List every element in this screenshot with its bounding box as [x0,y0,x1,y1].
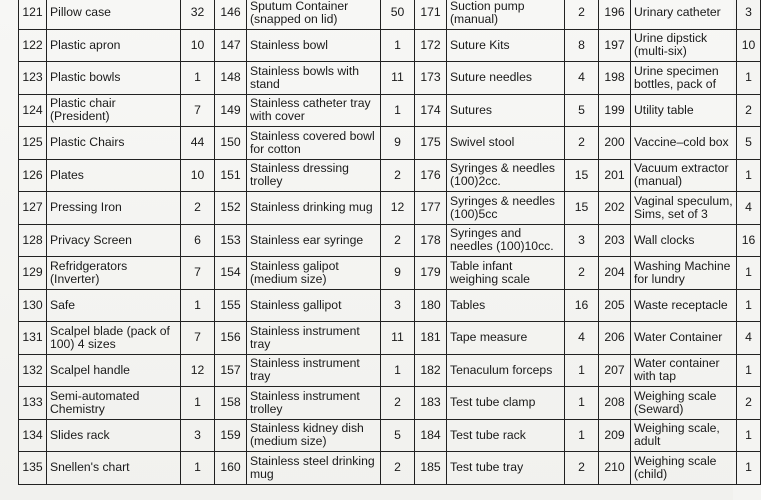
item-name-cell: Weighing scale, adult [631,419,737,452]
item-number-cell: 209 [599,419,631,452]
item-name-cell: Safe [47,289,181,322]
item-quantity-cell: 1 [737,419,761,452]
item-quantity-cell: 1 [181,62,215,95]
item-name-cell: Stainless bowls with stand [247,62,381,95]
item-name-cell: Test tube rack [447,419,565,452]
item-number-cell: 153 [215,224,247,257]
item-name-cell: Syringes & needles (100)5cc [447,192,565,225]
item-name-cell: Semi-automated Chemistry [47,387,181,420]
item-quantity-cell: 5 [381,419,415,452]
item-quantity-cell: 1 [737,354,761,387]
item-name-cell: Tables [447,289,565,322]
table-row [19,127,761,160]
item-number-cell: 178 [415,224,447,257]
item-number-cell: 177 [415,192,447,225]
item-quantity-cell: 8 [565,29,599,62]
item-name-cell: Stainless gallipot [247,289,381,322]
item-name-cell: Pillow case [47,0,181,29]
item-number-cell: 179 [415,257,447,290]
item-number-cell: 173 [415,62,447,95]
item-name-cell: Refridgerators (Inverter) [47,257,181,290]
item-quantity-cell: 1 [381,29,415,62]
item-number-cell: 157 [215,354,247,387]
item-number-cell: 196 [599,0,631,29]
item-name-cell: Plastic apron [47,29,181,62]
item-name-cell: Tenaculum forceps [447,354,565,387]
item-name-cell: Vacuum extractor (manual) [631,159,737,192]
item-number-cell: 184 [415,419,447,452]
item-quantity-cell: 1 [565,354,599,387]
item-name-cell: Tape measure [447,322,565,355]
table-row [19,452,761,485]
item-name-cell: Snellen's chart [47,452,181,485]
item-number-cell: 203 [599,224,631,257]
item-number-cell: 121 [19,0,47,29]
item-name-cell: Table infant weighing scale [447,257,565,290]
item-number-cell: 200 [599,127,631,160]
item-quantity-cell: 1 [737,289,761,322]
item-number-cell: 123 [19,62,47,95]
item-number-cell: 204 [599,257,631,290]
item-name-cell: Plastic bowls [47,62,181,95]
item-name-cell: Water Container [631,322,737,355]
table-row [19,0,761,29]
item-name-cell: Stainless dressing trolley [247,159,381,192]
item-quantity-cell: 4 [565,62,599,95]
item-number-cell: 158 [215,387,247,420]
item-number-cell: 201 [599,159,631,192]
table-row [19,224,761,257]
item-name-cell: Plastic chair (President) [47,94,181,127]
item-quantity-cell: 44 [181,127,215,160]
item-quantity-cell: 9 [381,127,415,160]
item-quantity-cell: 2 [565,452,599,485]
item-number-cell: 199 [599,94,631,127]
table-row [19,322,761,355]
item-quantity-cell: 1 [181,289,215,322]
item-quantity-cell: 10 [737,29,761,62]
item-quantity-cell: 2 [181,192,215,225]
item-quantity-cell: 32 [181,0,215,29]
item-name-cell: Stainless steel drinking mug [247,452,381,485]
item-quantity-cell: 16 [737,224,761,257]
item-number-cell: 185 [415,452,447,485]
table-row [19,354,761,387]
item-quantity-cell: 1 [381,354,415,387]
table-row [19,29,761,62]
item-number-cell: 150 [215,127,247,160]
table-row [19,94,761,127]
item-quantity-cell: 12 [181,354,215,387]
item-name-cell: Scalpel handle [47,354,181,387]
item-number-cell: 135 [19,452,47,485]
item-number-cell: 206 [599,322,631,355]
item-number-cell: 127 [19,192,47,225]
item-quantity-cell: 1 [565,419,599,452]
item-quantity-cell: 2 [381,452,415,485]
item-name-cell: Stainless bowl [247,29,381,62]
table-row [19,289,761,322]
inventory-table [18,0,761,485]
item-quantity-cell: 2 [381,224,415,257]
item-number-cell: 159 [215,419,247,452]
item-quantity-cell: 9 [381,257,415,290]
item-name-cell: Stainless kidney dish (medium size) [247,419,381,452]
item-quantity-cell: 2 [381,387,415,420]
item-number-cell: 147 [215,29,247,62]
item-number-cell: 180 [415,289,447,322]
item-name-cell: Suture needles [447,62,565,95]
item-quantity-cell: 11 [381,322,415,355]
item-number-cell: 151 [215,159,247,192]
item-number-cell: 130 [19,289,47,322]
item-number-cell: 152 [215,192,247,225]
item-quantity-cell: 3 [565,224,599,257]
item-quantity-cell: 4 [737,322,761,355]
item-name-cell: Urine specimen bottles, pack of [631,62,737,95]
item-number-cell: 155 [215,289,247,322]
item-quantity-cell: 2 [381,159,415,192]
item-name-cell: Water container with tap [631,354,737,387]
item-quantity-cell: 1 [381,94,415,127]
item-number-cell: 197 [599,29,631,62]
item-quantity-cell: 50 [381,0,415,29]
item-number-cell: 129 [19,257,47,290]
item-name-cell: Vaccine–cold box [631,127,737,160]
item-quantity-cell: 2 [565,0,599,29]
item-number-cell: 124 [19,94,47,127]
item-name-cell: Stainless catheter tray with cover [247,94,381,127]
item-name-cell: Stainless ear syringe [247,224,381,257]
item-number-cell: 175 [415,127,447,160]
item-quantity-cell: 1 [181,387,215,420]
item-number-cell: 131 [19,322,47,355]
item-number-cell: 183 [415,387,447,420]
table-row [19,387,761,420]
item-quantity-cell: 16 [565,289,599,322]
item-quantity-cell: 7 [181,322,215,355]
item-quantity-cell: 7 [181,94,215,127]
item-name-cell: Syringes and needles (100)10cc. [447,224,565,257]
table-row [19,257,761,290]
item-quantity-cell: 4 [565,322,599,355]
item-name-cell: Privacy Screen [47,224,181,257]
item-quantity-cell: 2 [565,257,599,290]
item-number-cell: 125 [19,127,47,160]
item-quantity-cell: 2 [565,127,599,160]
item-quantity-cell: 10 [181,29,215,62]
item-quantity-cell: 1 [181,452,215,485]
item-name-cell: Utility table [631,94,737,127]
item-number-cell: 126 [19,159,47,192]
item-quantity-cell: 15 [565,192,599,225]
item-quantity-cell: 3 [737,0,761,29]
item-number-cell: 182 [415,354,447,387]
item-name-cell: Syringes & needles (100)2cc. [447,159,565,192]
item-number-cell: 146 [215,0,247,29]
item-name-cell: Swivel stool [447,127,565,160]
item-number-cell: 208 [599,387,631,420]
item-number-cell: 181 [415,322,447,355]
item-name-cell: Weighing scale (child) [631,452,737,485]
item-name-cell: Stainless instrument tray [247,354,381,387]
item-name-cell: Suture Kits [447,29,565,62]
item-number-cell: 160 [215,452,247,485]
item-quantity-cell: 7 [181,257,215,290]
item-number-cell: 156 [215,322,247,355]
item-number-cell: 171 [415,0,447,29]
item-number-cell: 149 [215,94,247,127]
item-name-cell: Plastic Chairs [47,127,181,160]
item-number-cell: 205 [599,289,631,322]
item-quantity-cell: 3 [381,289,415,322]
item-quantity-cell: 1 [565,387,599,420]
item-name-cell: Sutures [447,94,565,127]
item-name-cell: Stainless drinking mug [247,192,381,225]
item-name-cell: Vaginal speculum, Sims, set of 3 [631,192,737,225]
table-row [19,159,761,192]
item-quantity-cell: 10 [181,159,215,192]
item-number-cell: 133 [19,387,47,420]
item-quantity-cell: 4 [737,192,761,225]
table-row [19,62,761,95]
item-number-cell: 174 [415,94,447,127]
item-name-cell: Suction pump (manual) [447,0,565,29]
item-quantity-cell: 1 [737,257,761,290]
item-name-cell: Scalpel blade (pack of 100) 4 sizes [47,322,181,355]
item-name-cell: Wall clocks [631,224,737,257]
item-name-cell: Pressing Iron [47,192,181,225]
item-quantity-cell: 1 [737,62,761,95]
item-name-cell: Weighing scale (Seward) [631,387,737,420]
inventory-table-body [19,0,761,484]
item-number-cell: 172 [415,29,447,62]
item-number-cell: 128 [19,224,47,257]
item-name-cell: Stainless instrument tray [247,322,381,355]
item-name-cell: Stainless galipot (medium size) [247,257,381,290]
item-name-cell: Stainless covered bowl for cotton [247,127,381,160]
item-number-cell: 176 [415,159,447,192]
item-number-cell: 210 [599,452,631,485]
item-quantity-cell: 5 [565,94,599,127]
item-quantity-cell: 2 [737,94,761,127]
item-name-cell: Urinary catheter [631,0,737,29]
item-number-cell: 202 [599,192,631,225]
item-quantity-cell: 6 [181,224,215,257]
item-quantity-cell: 12 [381,192,415,225]
item-number-cell: 132 [19,354,47,387]
item-quantity-cell: 11 [381,62,415,95]
item-name-cell: Plates [47,159,181,192]
item-quantity-cell: 1 [737,159,761,192]
item-name-cell: Waste receptacle [631,289,737,322]
item-number-cell: 122 [19,29,47,62]
item-name-cell: Stainless instrument trolley [247,387,381,420]
item-name-cell: Urine dipstick (multi-six) [631,29,737,62]
item-number-cell: 134 [19,419,47,452]
item-quantity-cell: 2 [737,387,761,420]
item-name-cell: Sputum Container (snapped on lid) [247,0,381,29]
item-number-cell: 198 [599,62,631,95]
item-number-cell: 154 [215,257,247,290]
item-name-cell: Test tube tray [447,452,565,485]
item-number-cell: 148 [215,62,247,95]
item-quantity-cell: 15 [565,159,599,192]
item-name-cell: Slides rack [47,419,181,452]
item-quantity-cell: 5 [737,127,761,160]
item-name-cell: Washing Machine for lundry [631,257,737,290]
item-quantity-cell: 1 [737,452,761,485]
table-row [19,419,761,452]
item-number-cell: 207 [599,354,631,387]
table-row [19,192,761,225]
item-quantity-cell: 3 [181,419,215,452]
item-name-cell: Test tube clamp [447,387,565,420]
